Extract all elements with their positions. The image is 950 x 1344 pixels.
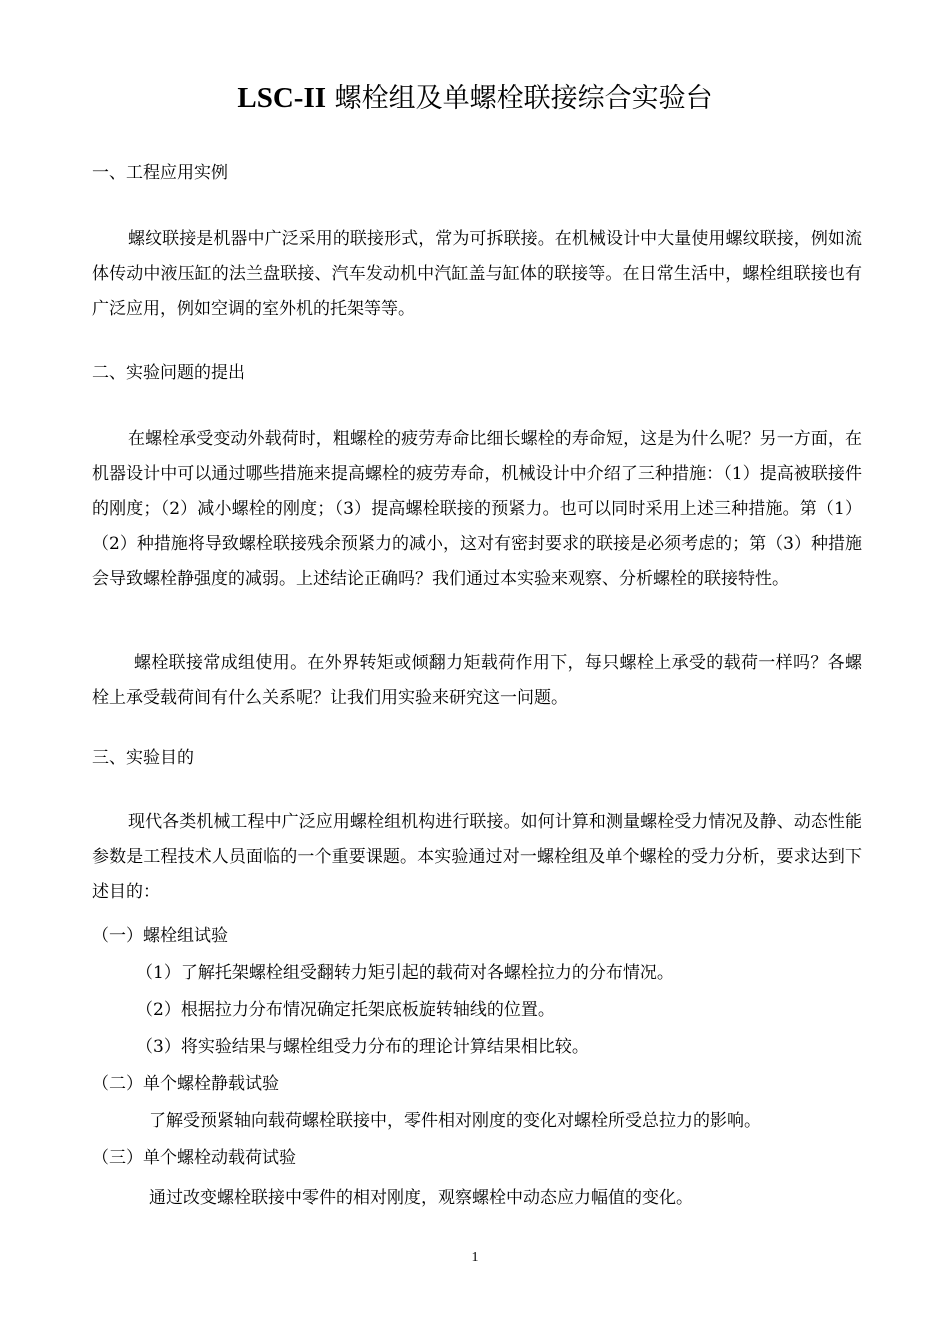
title-text: 螺栓组及单螺栓联接综合实验台: [326, 83, 713, 114]
document-title: [0, 80, 950, 117]
paragraph-objectives: 现代各类机械工程中广泛应用螺栓组机构进行联接。如何计算和测量螺栓受力情况及静、动态性能参数是工程技术人员面临的一个重要课题。本实验通过对一螺栓组及单个螺栓的受力分析，要求达到下述目的：: [92, 812, 862, 902]
page-number: 1: [471, 1250, 479, 1265]
list-item: （3）将实验结果与螺栓组受力分布的理论计算结果相比较。: [136, 1037, 589, 1057]
paragraph-bolt-group-question: 螺栓联接常成组使用。在外界转矩或倾翻力矩载荷作用下，每只螺栓上承受的载荷一样吗？各螺栓上承受载荷间有什么关系呢？让我们用实验来研究这一问题。: [92, 653, 862, 708]
section-heading-application-examples: 一、工程应用实例: [92, 163, 228, 183]
title-model-code: LSC-II: [237, 82, 327, 114]
paragraph-application-examples: 螺纹联接是机器中广泛采用的联接形式，常为可拆联接。在机械设计中大量使用螺纹联接，例如流体传动中液压缸的法兰盘联接、汽车发动机中汽缸盖与缸体的联接等。在日常生活中，螺栓组联接也有广泛应用，例如空调的室外机的托架等等。: [92, 229, 862, 319]
list-item: （2）根据拉力分布情况确定托架底板旋转轴线的位置。: [136, 1000, 555, 1020]
subsection-text-static-load-test: 了解受预紧轴向载荷螺栓联接中，零件相对刚度的变化对螺栓所受总拉力的影响。: [149, 1111, 761, 1131]
subsection-text-dynamic-load-test: 通过改变螺栓联接中零件的相对刚度，观察螺栓中动态应力幅值的变化。: [149, 1188, 693, 1208]
section-heading-objectives: 三、实验目的: [92, 748, 194, 768]
subsection-heading-dynamic-load-test: （三）单个螺栓动载荷试验: [92, 1148, 296, 1168]
list-item: （1）了解托架螺栓组受翻转力矩引起的载荷对各螺栓拉力的分布情况。: [136, 963, 674, 983]
subsection-heading-bolt-group-test: （一）螺栓组试验: [92, 926, 228, 946]
subsection-heading-static-load-test: （二）单个螺栓静载试验: [92, 1074, 279, 1094]
paragraph-problem-statement: 在螺栓承受变动外载荷时，粗螺栓的疲劳寿命比细长螺栓的寿命短，这是为什么呢？另一方面，在机器设计中可以通过哪些措施来提高螺栓的疲劳寿命，机械设计中介绍了三种措施：（1）提高被联接件的刚度；（2）减小螺栓的刚度；（3）提高螺栓联接的预紧力。也可以同时采用上述三种措施。第（1）（2）种措施将导致螺栓联接残余预紧力的减小，这对有密封要求的联接是必须考虑的；第（3）种措施会导致螺栓静强度的减弱。上述结论正确吗？我们通过本实验来观察、分析螺栓的联接特性。: [92, 429, 862, 589]
section-heading-problem-statement: 二、实验问题的提出: [92, 363, 245, 383]
